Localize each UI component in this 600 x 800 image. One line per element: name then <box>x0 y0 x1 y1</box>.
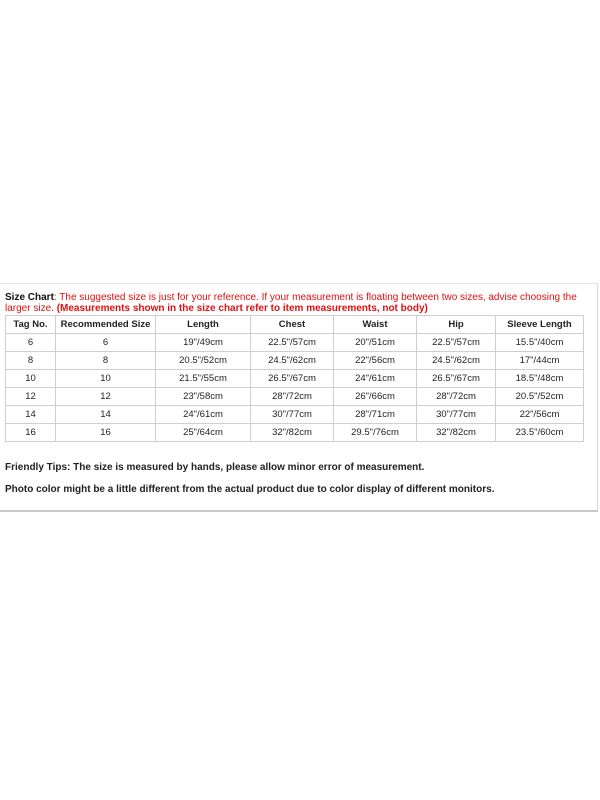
cell-chest: 26.5"/67cm <box>251 370 334 388</box>
cell-length: 20.5"/52cm <box>156 352 251 370</box>
cell-chest: 22.5"/57cm <box>251 334 334 352</box>
cell-hip: 26.5"/67cm <box>417 370 496 388</box>
cell-chest: 32"/82cm <box>251 424 334 442</box>
size-chart-note: : The suggested size is just for your reference. If your measurement is floating between two sizes, advise choosing the larger size. <box>5 292 577 314</box>
size-chart-note-emphasis: (Measurements shown in the size chart refer to item measurements, not body) <box>56 303 428 314</box>
size-table <box>5 315 584 442</box>
table-row <box>6 352 584 370</box>
cell-recommended-size: 12 <box>56 388 156 406</box>
cell-waist: 20"/51cm <box>334 334 417 352</box>
cell-sleeve-length: 20.5"/52cm <box>496 388 584 406</box>
cell-length: 24"/61cm <box>156 406 251 424</box>
cell-hip: 32"/82cm <box>417 424 496 442</box>
cell-recommended-size: 10 <box>56 370 156 388</box>
header-length: Length <box>156 316 251 334</box>
cell-sleeve-length: 15.5"/40cm <box>496 334 584 352</box>
header-sleeve-length: Sleeve Length <box>496 316 584 334</box>
table-row <box>6 424 584 442</box>
cell-recommended-size: 8 <box>56 352 156 370</box>
table-row <box>6 388 584 406</box>
size-chart-panel <box>0 283 598 512</box>
cell-hip: 28"/72cm <box>417 388 496 406</box>
cell-tag-no: 14 <box>6 406 56 424</box>
cell-waist: 29.5"/76cm <box>334 424 417 442</box>
cell-chest: 30"/77cm <box>251 406 334 424</box>
cell-sleeve-length: 22"/56cm <box>496 406 584 424</box>
friendly-tips: Friendly Tips: The size is measured by hands, please allow minor error of measurement. <box>5 462 425 473</box>
size-chart-label: Size Chart <box>5 292 54 303</box>
table-row <box>6 334 584 352</box>
cell-chest: 24.5"/62cm <box>251 352 334 370</box>
table-row <box>6 406 584 424</box>
cell-recommended-size: 14 <box>56 406 156 424</box>
cell-tag-no: 6 <box>6 334 56 352</box>
cell-waist: 26"/66cm <box>334 388 417 406</box>
cell-tag-no: 12 <box>6 388 56 406</box>
cell-sleeve-length: 23.5"/60cm <box>496 424 584 442</box>
cell-sleeve-length: 18.5"/48cm <box>496 370 584 388</box>
header-recommended-size: Recommended Size <box>56 316 156 334</box>
cell-chest: 28"/72cm <box>251 388 334 406</box>
cell-recommended-size: 16 <box>56 424 156 442</box>
cell-tag-no: 10 <box>6 370 56 388</box>
header-tag-no: Tag No. <box>6 316 56 334</box>
cell-length: 19"/49cm <box>156 334 251 352</box>
cell-tag-no: 16 <box>6 424 56 442</box>
table-row <box>6 370 584 388</box>
header-hip: Hip <box>417 316 496 334</box>
photo-color-tip: Photo color might be a little different from the actual product due to color display of different monitors. <box>5 484 495 495</box>
cell-length: 25"/64cm <box>156 424 251 442</box>
size-chart-intro <box>5 292 595 314</box>
header-waist: Waist <box>334 316 417 334</box>
cell-waist: 22"/56cm <box>334 352 417 370</box>
cell-tag-no: 8 <box>6 352 56 370</box>
cell-length: 23"/58cm <box>156 388 251 406</box>
cell-waist: 28"/71cm <box>334 406 417 424</box>
cell-waist: 24"/61cm <box>334 370 417 388</box>
cell-hip: 30"/77cm <box>417 406 496 424</box>
size-table-header-row <box>6 316 584 334</box>
cell-recommended-size: 6 <box>56 334 156 352</box>
header-chest: Chest <box>251 316 334 334</box>
cell-hip: 22.5"/57cm <box>417 334 496 352</box>
cell-length: 21.5"/55cm <box>156 370 251 388</box>
cell-sleeve-length: 17"/44cm <box>496 352 584 370</box>
cell-hip: 24.5"/62cm <box>417 352 496 370</box>
